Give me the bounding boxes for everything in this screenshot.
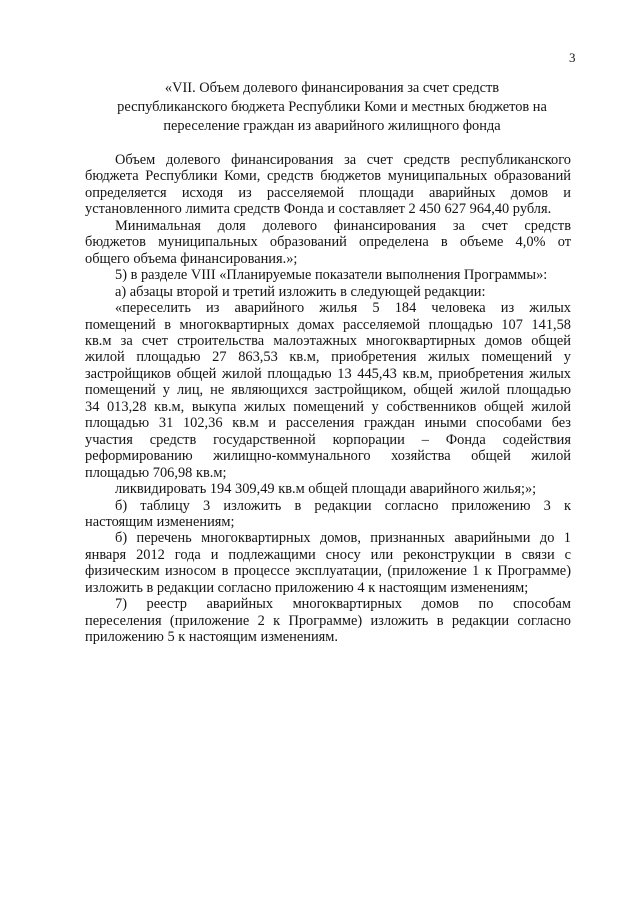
section-heading xyxy=(88,79,576,136)
text-line: определяется исходя из расселяемой площади аварийных домов и xyxy=(85,184,571,201)
paragraph-resettlement xyxy=(85,300,571,481)
text-line: ликвидировать 194 309,49 кв.м общей площади аварийного жилья;»; xyxy=(115,481,537,498)
text-line: площадью 706,98 кв.м; xyxy=(85,464,227,481)
text-line: общего объема финансирования.»; xyxy=(85,250,298,267)
text-line: 34 013,28 кв.м, выкупа жилых помещений у собственников общей жилой xyxy=(85,398,571,415)
paragraph-liquidate xyxy=(85,481,571,497)
text-line: 5) в разделе VIII «Планируемые показатели выполнения Программы»: xyxy=(115,267,548,284)
text-line: января 2012 года и подлежащими сносу или реконструкции в связи с xyxy=(85,546,571,563)
text-line: бюджетов муниципальных образований определена в объеме 4,0% от xyxy=(85,234,571,251)
text-line: б) таблицу 3 изложить в редакции согласно приложению 3 к xyxy=(115,497,571,514)
text-line: реформированию жилищно-коммунального хозяйства общей жилой xyxy=(85,448,571,465)
heading-line: переселение граждан из аварийного жилищного фонда xyxy=(163,118,501,134)
text-line: «переселить из аварийного жилья 5 184 человека из жилых xyxy=(115,300,571,317)
text-line: застройщиков общей жилой площадью 13 445,43 кв.м, приобретения жилых xyxy=(85,365,571,382)
text-line: помещений у лиц, не являющихся застройщиком, общей жилой площадью xyxy=(85,382,571,399)
text-line: кв.м за счет строительства малоэтажных многоквартирных домов общей xyxy=(85,332,571,349)
text-line: б) перечень многоквартирных домов, признанных аварийными до 1 xyxy=(115,530,571,547)
heading-line: «VII. Объем долевого финансирования за счет средств xyxy=(164,80,500,96)
text-line: Объем долевого финансирования за счет средств республиканского xyxy=(115,152,571,168)
text-line: 7) реестр аварийных многоквартирных домов по способам xyxy=(115,596,571,613)
text-line: Минимальная доля долевого финансирования за счет средств xyxy=(115,217,571,234)
text-line: установленного лимита средств Фонда и составляет 2 450 627 964,40 рубля. xyxy=(85,201,552,218)
paragraph-financing-volume xyxy=(85,152,571,218)
paragraph-minimum-share xyxy=(85,218,571,267)
paragraph-item-7 xyxy=(85,596,571,645)
text-line: помещений в многоквартирных домах расселяемой площадью 107 141,58 xyxy=(85,316,571,333)
document-body xyxy=(85,152,571,646)
heading-line: республиканского бюджета Республики Коми и местных бюджетов на xyxy=(117,99,547,115)
paragraph-item-a xyxy=(85,284,571,300)
text-line: участия средств государственной корпорации – Фонда содействия xyxy=(85,431,571,448)
page-number: 3 xyxy=(569,50,576,65)
paragraph-item-b-list xyxy=(85,530,571,596)
text-line: а) абзацы второй и третий изложить в следующей редакции: xyxy=(115,283,486,300)
paragraph-item-5 xyxy=(85,267,571,283)
text-line: приложению 5 к настоящим изменениям. xyxy=(85,629,338,646)
text-line: настоящим изменениям; xyxy=(85,513,235,530)
text-line: переселения (приложение 2 к Программе) изложить в редакции согласно xyxy=(85,612,571,629)
text-line: изложить в редакции согласно приложению 4 к настоящим изменениям; xyxy=(85,579,529,596)
text-line: жилой площадью 27 863,53 кв.м, приобретения жилых помещений у xyxy=(85,349,571,366)
paragraph-item-b-table xyxy=(85,498,571,531)
text-line: площадью 31 102,36 кв.м и расселения граждан иными способами без xyxy=(85,415,571,432)
text-line: бюджета Республики Коми, средств бюджетов муниципальных образований xyxy=(85,168,571,185)
text-line: физическим износом в процессе эксплуатации, (приложение 1 к Программе) xyxy=(85,563,571,580)
